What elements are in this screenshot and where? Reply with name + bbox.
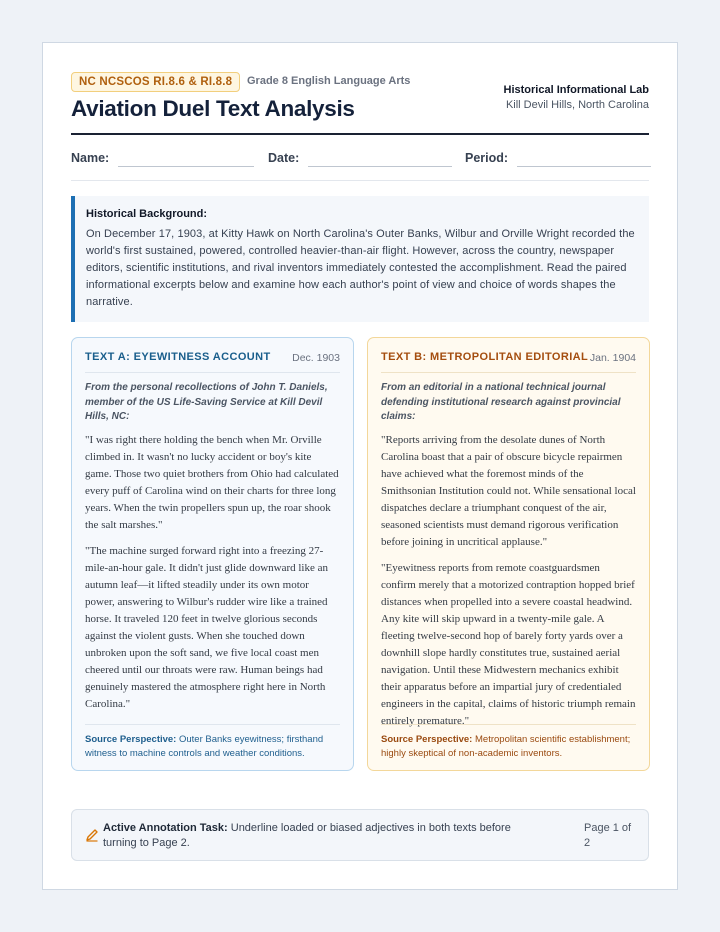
date-label: Date:	[268, 151, 300, 165]
pen-icon	[85, 828, 99, 842]
lab-name: Historical Informational Lab	[503, 84, 649, 96]
grade-label: Grade 8 English Language Arts	[247, 75, 411, 87]
standards-badge: NC NCSCOS RI.8.6 & RI.8.8	[71, 72, 240, 92]
annotation-task-box	[71, 809, 649, 861]
text-a-paragraph: "The machine surged forward right into a freezing 27-mile-an-hour gale. It didn't just glide downward like an autumn leaf—it lifted steadily under its own motor power, answering to Wilbur's rudder wire like a trained horse. It traveled 120 feet in twelve glorious seconds against the violent gusts. When she touched down unbroken upon the soft sand, we five local coast men cheered until our throats were raw. Human beings had genuinely mastered the atmosphere right here in North Carolina."	[85, 544, 329, 710]
background-heading: Historical Background:	[86, 208, 208, 220]
text-a-date: Dec. 1903	[292, 352, 340, 364]
text-b-source-key: Source Perspective:	[381, 734, 473, 745]
text-b-source-text: Metropolitan scientific establishment; highly skeptical of non-academic inventors.	[381, 734, 631, 759]
text-a-label: TEXT A: EYEWITNESS ACCOUNT	[85, 351, 271, 363]
text-a-card	[71, 337, 354, 771]
text-b-intro: From an editorial in a national technical journal defending institutional research against provincial claims:	[381, 382, 621, 422]
text-b-label: TEXT B: METROPOLITAN EDITORIAL	[381, 351, 589, 363]
text-a-body	[85, 432, 340, 713]
worksheet-header	[71, 71, 649, 135]
text-b-date: Jan. 1904	[589, 352, 636, 364]
text-b-paragraph: "Reports arriving from the desolate dunes of North Carolina boast that a pair of obscure bicycle repairmen have achieved what the foremost minds of the Smithsonian Institution could not. While sensational local dispatches declare a triumphant conquest of the air, seasoned scientists must demand rigorous verification before joining in uncritical applause."	[381, 433, 636, 548]
date-field[interactable]	[308, 166, 452, 167]
text-b-paragraph: "Eyewitness reports from remote coastguardsmen confirm merely that a motorized contraption hopped brief distances when propelled into a severe coastal headwind. Any kite will skip upward in a twenty-mile gale. A fleeting twelve-second hop of barely forty yards over a downhill slope hardly constitutes true, sustained aerial navigation. Until these Midwestern mechanics exhibit their apparatus before an impartial jury of credentialed engineers in the capital, claims of historic triumph remain entirely premature."	[381, 561, 636, 727]
page-number: Page 1 of 2	[584, 822, 632, 849]
background-text: On December 17, 1903, at Kitty Hawk on North Carolina's Outer Banks, Wilbur and Orville Wright recorded the world's first sustained, powered, controlled heavier-than-air flight. However, across the country, newspaper editors, scientific institutions, and rival inventors immediately contested the accomplishment. Read the paired informational excerpts below and examine how each author's point of view and choice of words shapes the narrative.	[86, 228, 635, 308]
text-a-paragraph: "I was right there holding the bench when Mr. Orville climbed in. It wasn't no lucky accident or boy's kite game. Those two quiet brothers from Ohio had calculated every puff of Carolina wind on their charts for three long years. When the twin propellers spun up, the roar shook the salt marshes."	[85, 433, 339, 531]
historical-background	[71, 196, 649, 322]
name-label: Name:	[71, 151, 110, 165]
period-field[interactable]	[517, 166, 651, 167]
task-text	[103, 821, 543, 851]
text-b-card	[367, 337, 650, 771]
text-a-intro: From the personal recollections of John T. Daniels, member of the US Life-Saving Service at Kill Devil Hills, NC:	[85, 382, 328, 422]
text-a-source-text: Outer Banks eyewitness; firsthand witness to machine controls and weather conditions.	[85, 734, 324, 759]
task-key: Active Annotation Task:	[103, 822, 228, 834]
text-b-header	[381, 351, 636, 373]
task-instructions: Underline loaded or biased adjectives in both texts before turning to Page 2.	[103, 822, 511, 849]
text-a-source-key: Source Perspective:	[85, 734, 177, 745]
text-b-body	[381, 432, 636, 730]
worksheet-page	[42, 42, 678, 890]
text-b-source	[381, 724, 636, 761]
lab-location: Kill Devil Hills, North Carolina	[505, 99, 649, 111]
name-field[interactable]	[118, 166, 254, 167]
page-title: Aviation Duel Text Analysis	[71, 96, 355, 121]
student-info-fields	[71, 150, 649, 181]
text-a-source	[85, 724, 340, 761]
period-label: Period:	[465, 151, 509, 165]
text-a-header	[85, 351, 340, 373]
